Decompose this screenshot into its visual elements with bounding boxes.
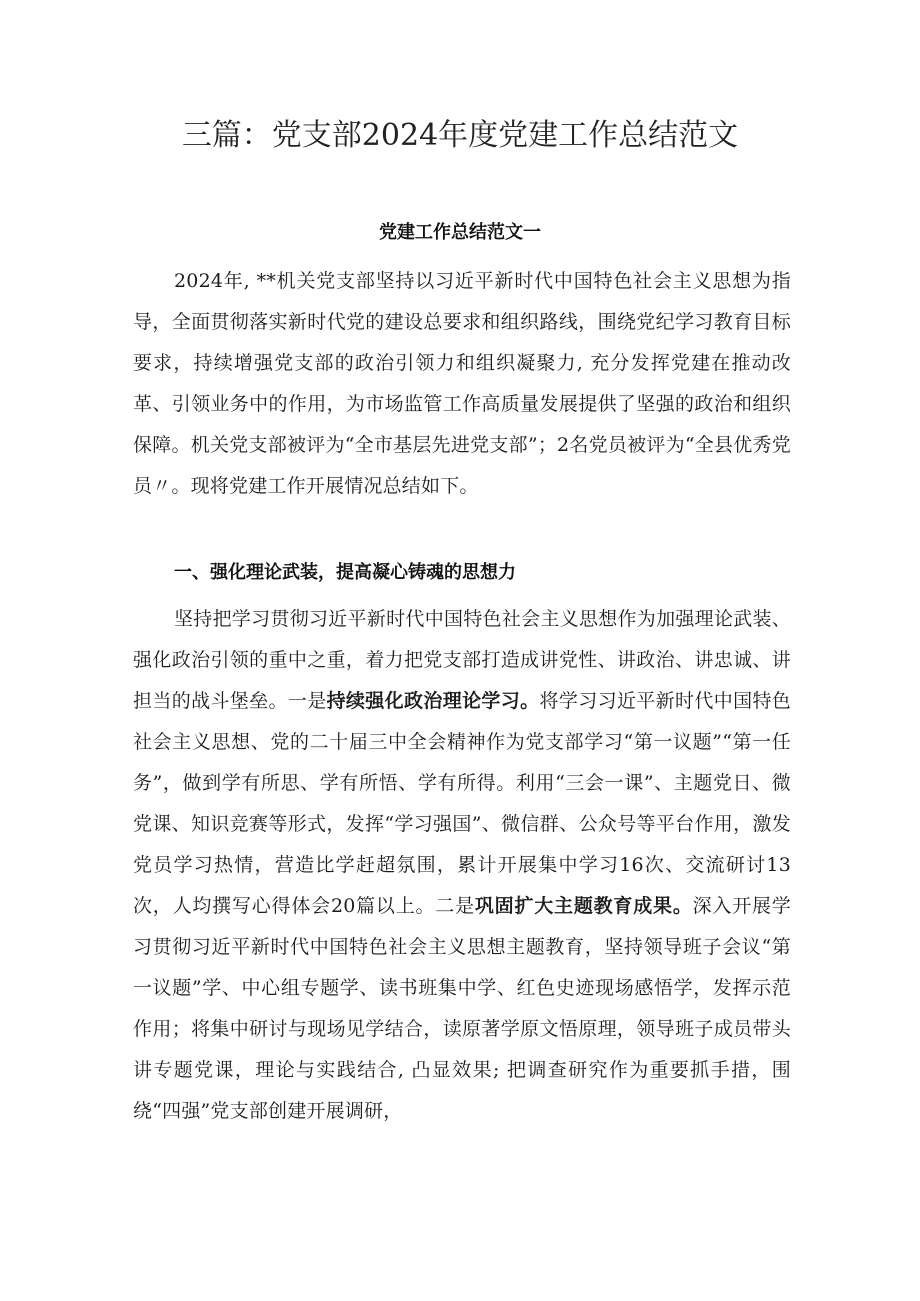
bold-point-2: 巩固扩大主题教育成果。 xyxy=(474,895,693,917)
section-subtitle: 党建工作总结范文一 xyxy=(379,222,541,243)
bold-point-1: 持续强化政治理论学习。 xyxy=(326,690,540,712)
paragraph-text-run: 将学习习近平新时代中国特色社会主义思想、党的二十届三中全会精神作为党支部学习“第一议题”“第一任务”，做到学有所思、学有所悟、学有所得。利用“三会一课”、主题党日、微党课、知识竞赛等形式，发挥“学习强国”、微信群、公众号等平台作用，激发党员学习热情，营造比学赶超氛围，累计开展集中学习16次、交流研讨13次，人均撰写心得体会20篇以上。二是 xyxy=(133,690,791,917)
paragraph-text-run: 深入开展学习贯彻习近平新时代中国特色社会主义思想主题教育，坚持领导班子会议“第一议题”学、中心组专题学、读书班集中学、红色史迹现场感悟学，发挥示范作用；将集中研讨与现场见学结合，读原著学原文悟原理，领导班子成员带头讲专题党课，理论与实践结合, 凸显效果; 把调查研究作为重要抓手措，围绕“四强”党支部创建开展调研， xyxy=(133,895,791,1122)
section-heading-1: 一、强化理论武装，提高凝心铸魂的思想力 xyxy=(174,562,516,583)
paragraph-text-run: 坚持把学习贯彻习近平新时代中国特色社会主义思想作为加强理论武装、强化政治引领的重中之重，着力把党支部打造成讲党性、讲政治、讲忠诚、讲担当的战斗堡垒。一是 xyxy=(133,608,791,712)
paragraph-theory xyxy=(133,599,791,1132)
document-title: 三篇：党支部2024年度党建工作总结范文 xyxy=(181,118,739,153)
paragraph-intro: 2024年, **机关党支部坚持以习近平新时代中国特色社会主义思想为指导，全面贯彻落实新时代党的建设总要求和组织路线，围绕党纪学习教育目标要求，持续增强党支部的政治引领力和组织凝聚力, 充分发挥党建在推动改革、引领业务中的作用，为市场监管工作高质量发展提供了坚强的政治和组织保障。机关党支部被评为“全市基层先进党支部”；2名党员被评为“全县优秀党员〃。现将党建工作开展情况总结如下。 xyxy=(133,270,791,497)
